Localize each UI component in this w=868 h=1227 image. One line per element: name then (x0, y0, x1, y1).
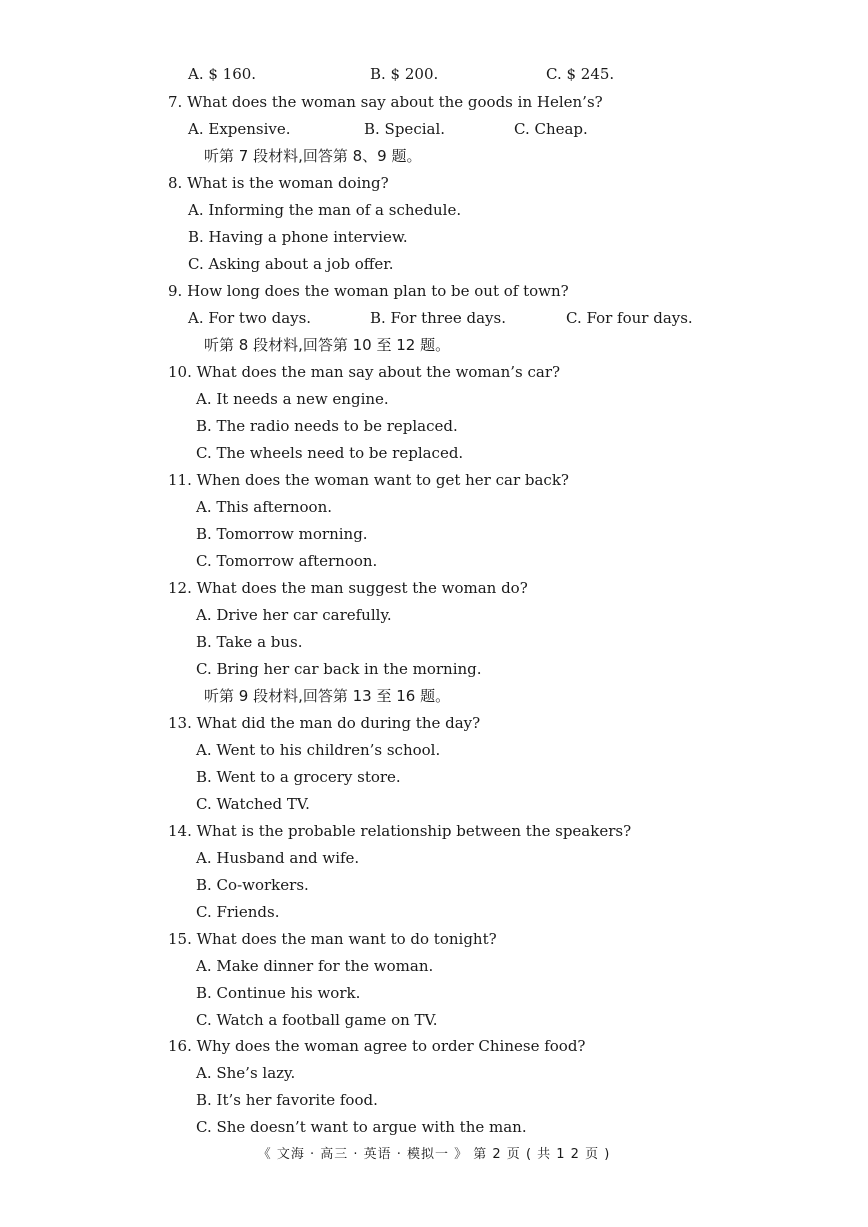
q12-option-a: A. Drive her car carefully. (196, 606, 392, 624)
q10-option-c: C. The wheels need to be replaced. (196, 444, 464, 462)
q8-option-b: B. Having a phone interview. (188, 228, 408, 246)
q6-option-b: B. $ 200. (370, 65, 439, 83)
question-10: 10. What does the man say about the woman’s car? (168, 363, 561, 381)
q13-option-c: C. Watched TV. (196, 795, 310, 813)
q7-option-b: B. Special. (364, 120, 446, 138)
q8-option-c: C. Asking about a job offer. (188, 255, 394, 273)
q11-option-c: C. Tomorrow afternoon. (196, 552, 378, 570)
section-9-instruction: 听第 9 段材料,回答第 13 至 16 题。 (204, 687, 451, 705)
q15-option-b: B. Continue his work. (196, 984, 361, 1002)
q6-option-a: A. $ 160. (188, 65, 257, 83)
question-16: 16. Why does the woman agree to order Chinese food? (168, 1037, 586, 1055)
q11-option-a: A. This afternoon. (196, 498, 333, 516)
q10-option-a: A. It needs a new engine. (196, 390, 389, 408)
section-7-instruction: 听第 7 段材料,回答第 8、9 题。 (204, 147, 422, 165)
q14-option-a: A. Husband and wife. (196, 849, 360, 867)
q12-option-c: C. Bring her car back in the morning. (196, 660, 482, 678)
q9-option-c: C. For four days. (566, 309, 693, 327)
question-8: 8. What is the woman doing? (168, 174, 389, 192)
q8-option-a: A. Informing the man of a schedule. (188, 201, 462, 219)
q6-option-c: C. $ 245. (546, 65, 615, 83)
q15-option-a: A. Make dinner for the woman. (196, 957, 434, 975)
q10-option-b: B. The radio needs to be replaced. (196, 417, 458, 435)
q15-option-c: C. Watch a football game on TV. (196, 1011, 438, 1029)
question-7: 7. What does the woman say about the goods in Helen’s? (168, 93, 603, 111)
q16-option-a: A. She’s lazy. (196, 1064, 296, 1082)
q16-option-c: C. She doesn’t want to argue with the man. (196, 1118, 527, 1136)
section-8-instruction: 听第 8 段材料,回答第 10 至 12 题。 (204, 336, 451, 354)
question-11: 11. When does the woman want to get her car back? (168, 471, 569, 489)
q14-option-b: B. Co-workers. (196, 876, 309, 894)
q13-option-b: B. Went to a grocery store. (196, 768, 401, 786)
q7-option-a: A. Expensive. (188, 120, 291, 138)
q13-option-a: A. Went to his children’s school. (196, 741, 441, 759)
question-14: 14. What is the probable relationship between the speakers? (168, 822, 632, 840)
question-12: 12. What does the man suggest the woman do? (168, 579, 528, 597)
question-13: 13. What did the man do during the day? (168, 714, 481, 732)
q9-option-b: B. For three days. (370, 309, 506, 327)
page-footer: 《 文海 · 高三 · 英语 · 模拟一 》 第 2 页 ( 共 1 2 页 ) (257, 1147, 611, 1162)
question-15: 15. What does the man want to do tonight? (168, 930, 497, 948)
q11-option-b: B. Tomorrow morning. (196, 525, 368, 543)
q16-option-b: B. It’s her favorite food. (196, 1091, 378, 1109)
question-9: 9. How long does the woman plan to be out of town? (168, 282, 569, 300)
q9-option-a: A. For two days. (188, 309, 312, 327)
q7-option-c: C. Cheap. (514, 120, 588, 138)
q14-option-c: C. Friends. (196, 903, 280, 921)
q12-option-b: B. Take a bus. (196, 633, 303, 651)
